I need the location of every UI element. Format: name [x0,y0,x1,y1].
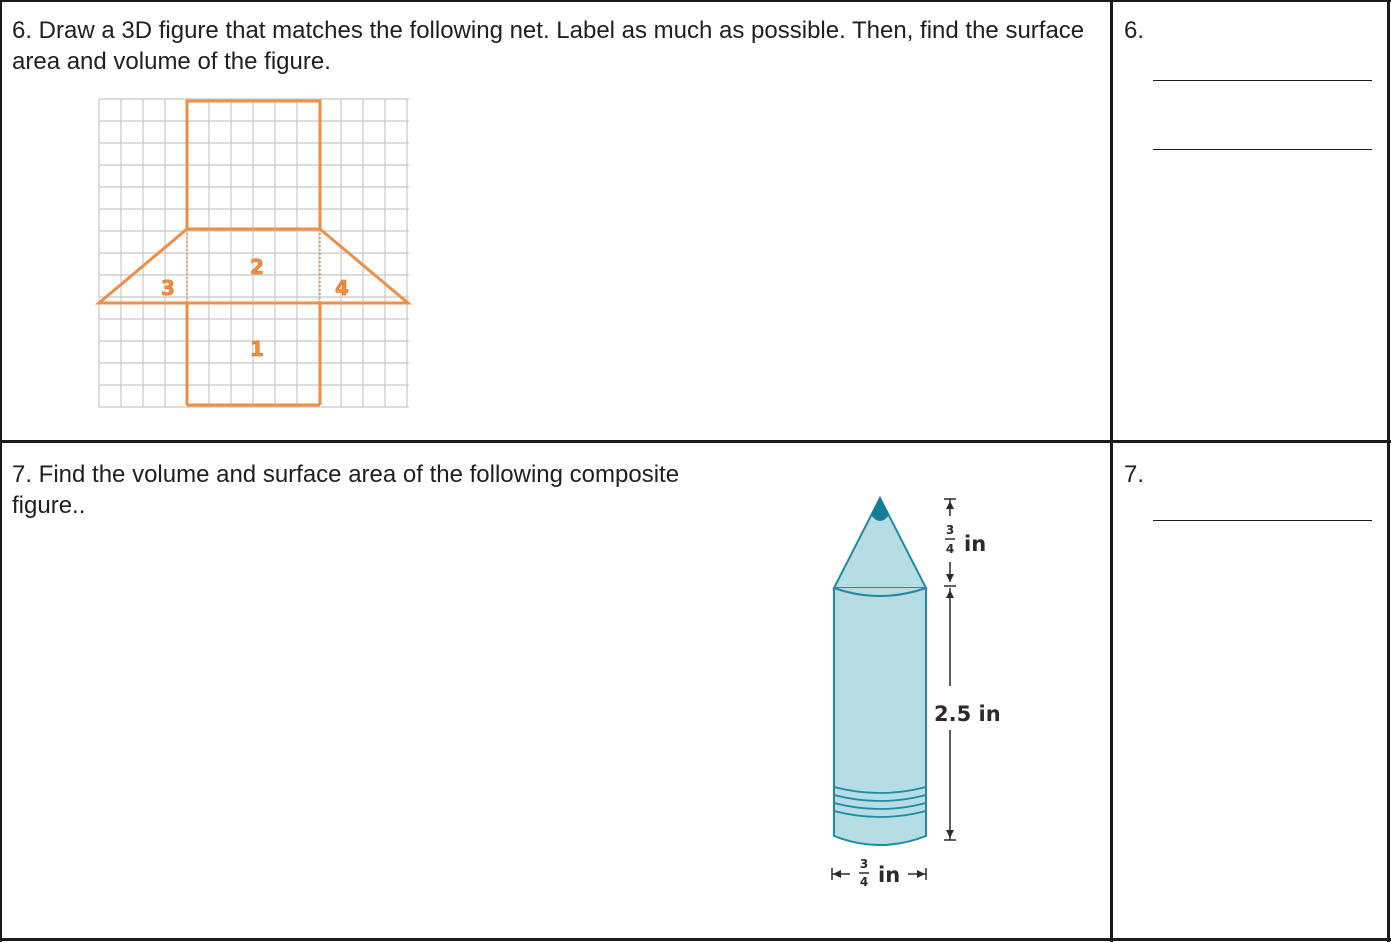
pencil-figure [820,490,1020,890]
row-divider [0,440,1391,443]
problem-6-answer-line-2[interactable] [1153,149,1372,150]
face-label-3: 3 [161,276,175,300]
diameter-denominator: 4 [859,875,869,889]
diameter-unit: in [878,863,901,887]
table-border-bottom [0,938,1391,941]
cone-height-unit: in [964,532,987,556]
diameter-numerator: 3 [859,857,869,871]
table-border-right [1387,0,1390,942]
problem-6-answer-number: 6. [1124,17,1145,44]
problem-6-answer-line-1[interactable] [1153,80,1372,81]
cylinder-height-label: 2.5 in [934,702,1001,726]
table-border-top [0,0,1391,2]
problem-7-prompt: 7. Find the volume and surface area of the following composite figure.. [12,461,680,519]
cone-height-denominator: 4 [945,542,955,556]
net-figure [97,97,411,411]
face-label-1: 1 [250,337,264,361]
problem-7-answer-number: 7. [1124,461,1145,488]
problem-7-answer-line-1[interactable] [1153,520,1372,521]
face-label-4: 4 [335,276,349,300]
table-border-left [0,0,2,942]
cone-height-numerator: 3 [945,523,955,537]
face-label-2: 2 [250,255,264,279]
column-divider [1110,0,1113,942]
problem-6-prompt: 6. Draw a 3D figure that matches the following net. Label as much as possible. Then, find the surface area and volume of the figure. [12,17,1085,75]
